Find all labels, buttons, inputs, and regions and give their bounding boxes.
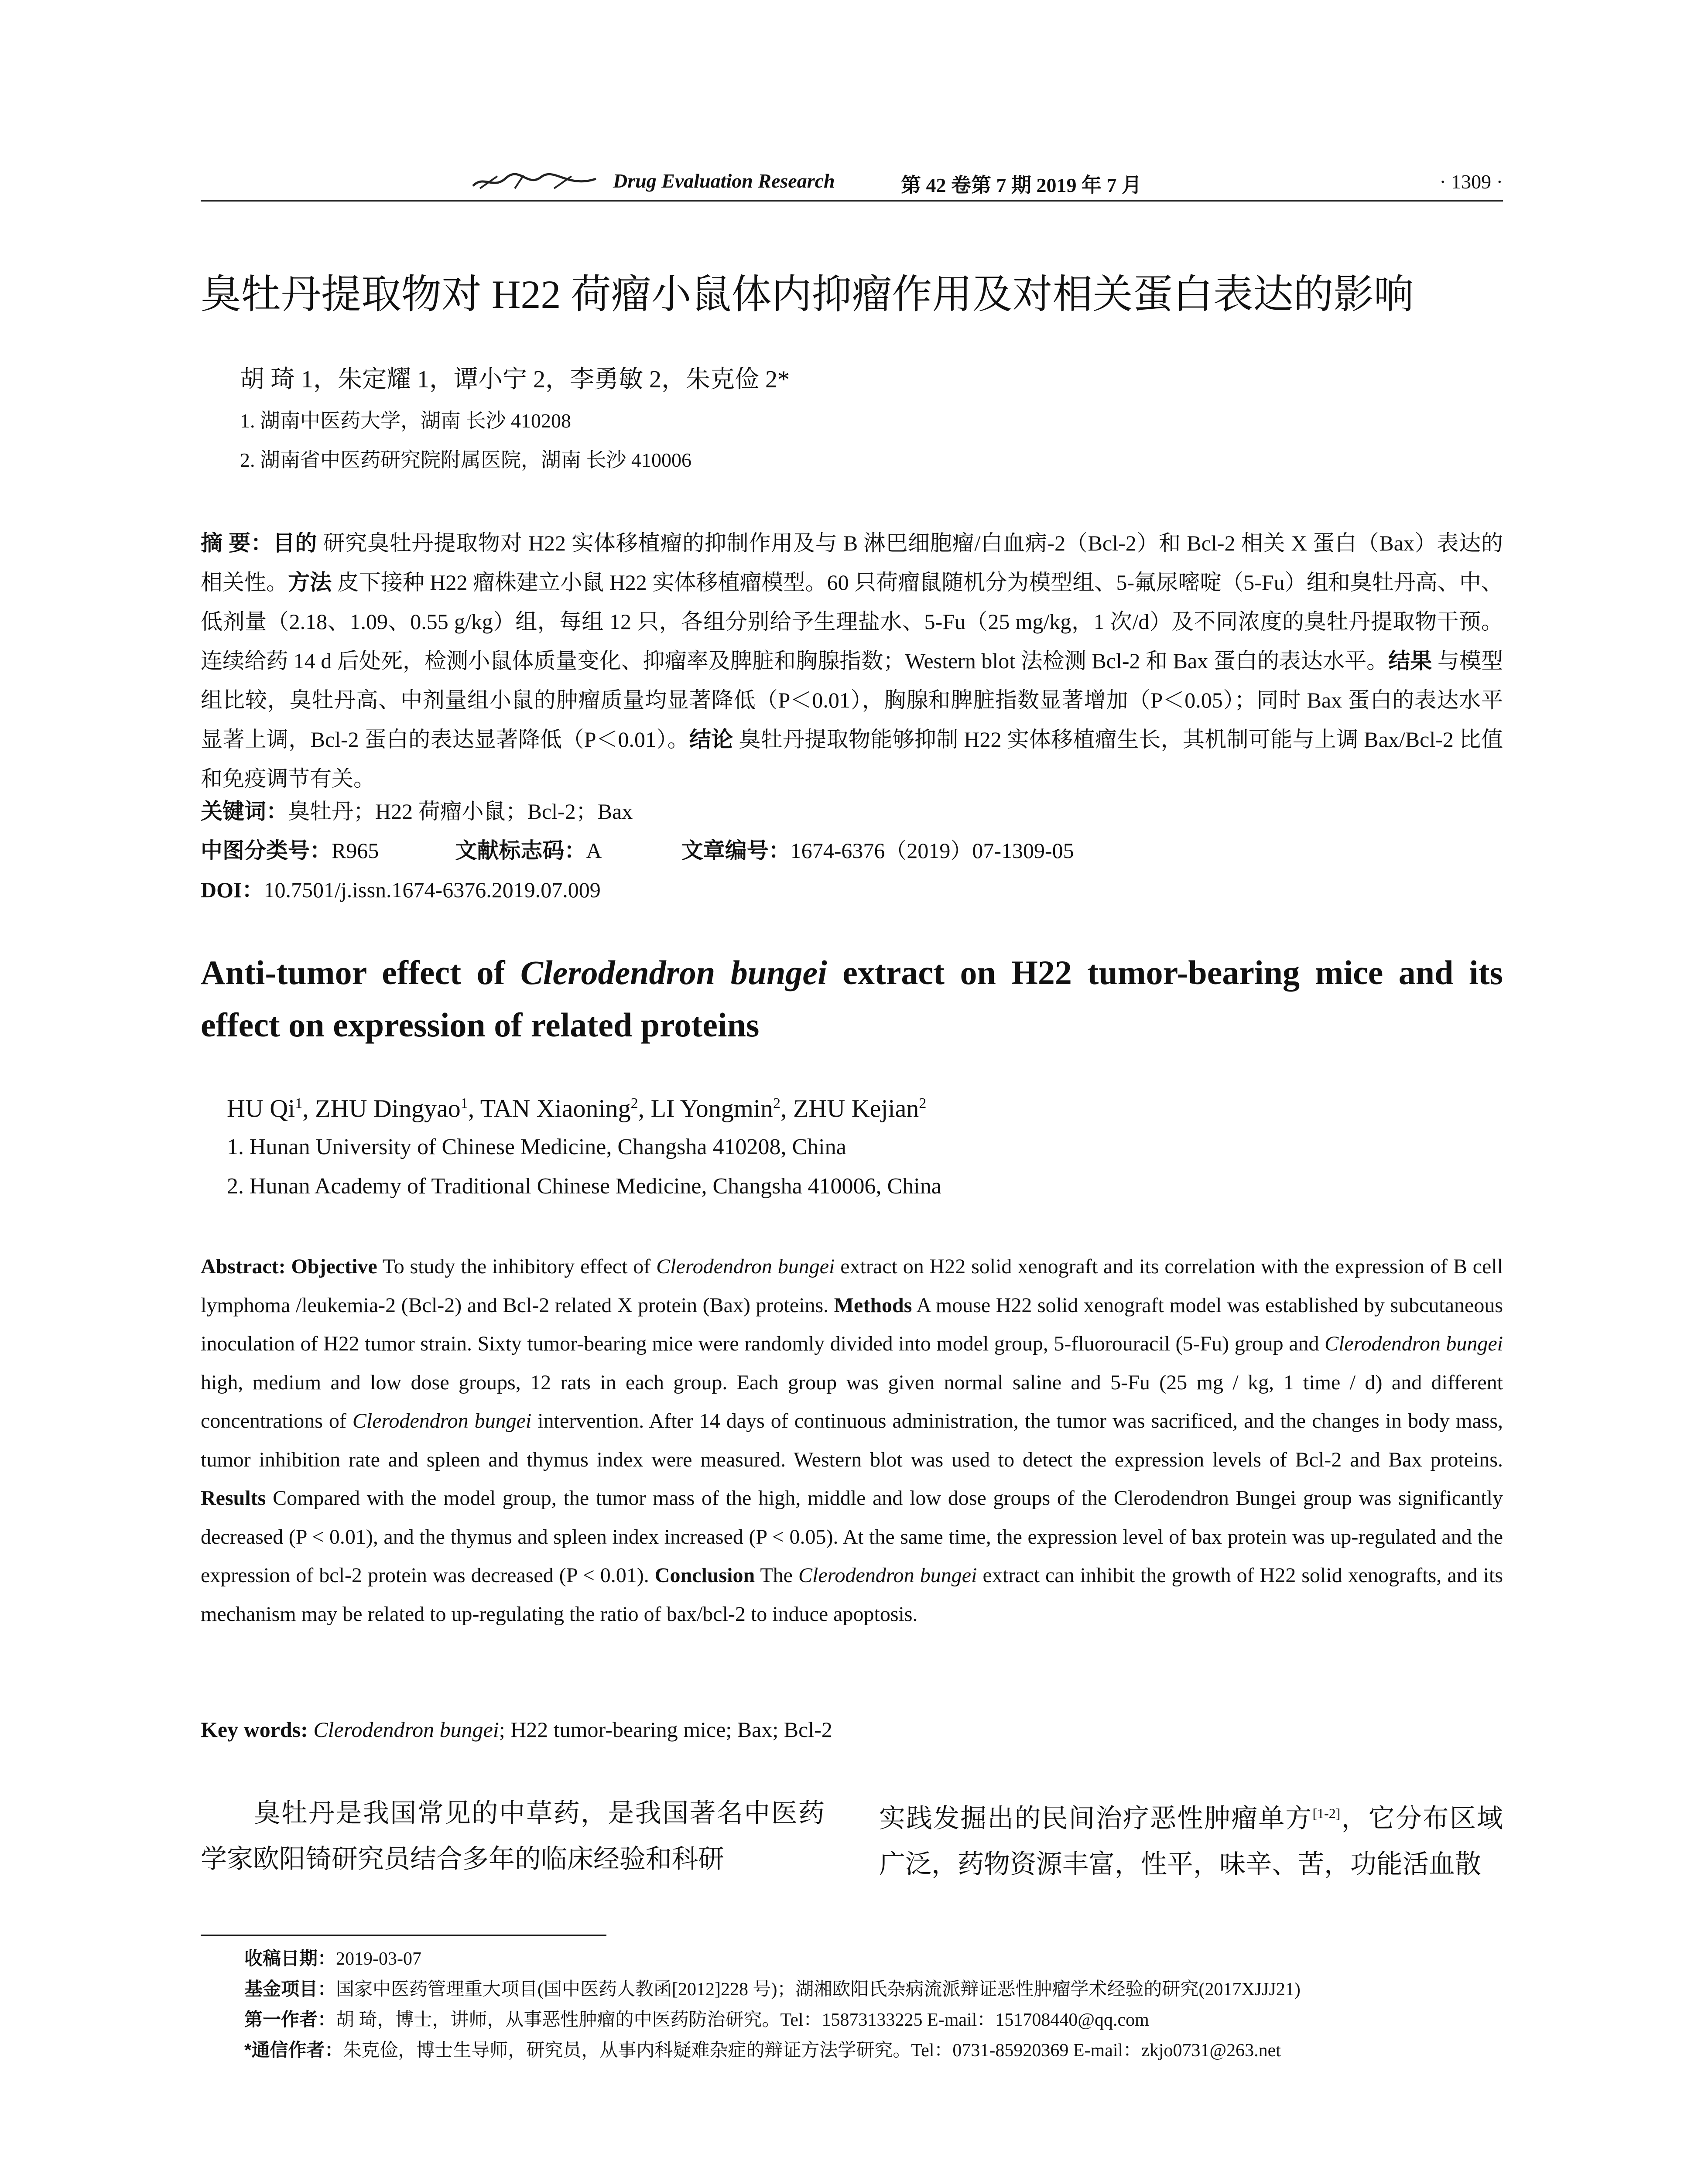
cn-classification-row: [201, 833, 1074, 868]
doc-code-value: A: [586, 838, 601, 863]
cn-affiliation-2: 2. 湖南省中医药研究院附属医院，湖南 长沙 410006: [240, 449, 691, 471]
cn-affiliation-1: 1. 湖南中医药大学，湖南 长沙 410208: [240, 410, 571, 432]
received-label: 收稿日期：: [244, 1948, 336, 1969]
body-column-right: [879, 1791, 1503, 1887]
en-title-species: Clerodendron bungei: [520, 954, 827, 991]
en-methods-species-2: Clerodendron bungei: [352, 1409, 532, 1432]
en-objective-label: Objective: [291, 1255, 377, 1278]
cn-title: 臭牡丹提取物对 H22 荷瘤小鼠体内抑瘤作用及对相关蛋白表达的影响: [201, 272, 1414, 317]
first-author-label: 第一作者：: [244, 2009, 336, 2030]
first-author-text: 胡 琦，博士，讲师，从事恶性肿瘤的中医药防治研究。Tel：15873133225 E-mail：151708440@qq.com: [336, 2010, 1149, 2030]
en-results-text: Compared with the model group, the tumor mass of the high, middle and low dose groups of the Clerodendron Bungei group was significantly decreased (P < 0.01), and the thymus and spleen index increased (P < 0.05). At the same time, the expression level of bax protein was up-regulated and the expression of bcl-2 protein was decreased (P < 0.01).: [201, 1487, 1503, 1587]
fund-text: 国家中医药管理重大项目(国中医药人教函[2012]228 号)；湖湘欧阳氏杂病流派辩证恶性肿瘤学术经验的研究(2017XJJJ21): [336, 1979, 1301, 2000]
en-objective-text-b: extract on H22 solid xenograft and its correlation with the expression of B cell lymphoma /leukemia-2 (Bcl-2) and Bcl-2 related X protein (Bax) proteins.: [201, 1255, 1503, 1317]
page-number: · 1309 ·: [1439, 171, 1503, 193]
body-right-text-a: 实践发掘出的民间治疗恶性肿瘤单方: [879, 1804, 1313, 1833]
en-keywords-species: Clerodendron bungei: [313, 1717, 499, 1742]
en-author: ZHU Kejian: [793, 1094, 919, 1123]
cn-doi: [201, 872, 601, 907]
en-abstract: [201, 1248, 1503, 1634]
article-no-label: 文章编号：: [681, 838, 791, 863]
doi-value[interactable]: 10.7501/j.issn.1674-6376.2019.07.009: [264, 878, 601, 902]
en-conclusion-species: Clerodendron bungei: [798, 1564, 977, 1587]
doi-label: DOI：: [201, 878, 264, 902]
cn-methods-label: 方法: [288, 570, 332, 595]
doc-code-label: 文献标志码：: [455, 838, 586, 863]
cn-keywords-label: 关键词：: [201, 799, 288, 824]
running-header: [201, 169, 1503, 202]
fund-label: 基金项目：: [244, 1979, 336, 1999]
corresponding-text: 朱克俭，博士生导师，研究员，从事内科疑难杂症的辩证方法学研究。Tel：0731-85920369 E-mail：zkjo0731@263.net: [343, 2041, 1281, 2061]
body-right-text-b: ，它分布区域广泛，药物资源丰富，性平，味辛、苦，功能活血散: [879, 1804, 1503, 1879]
en-keywords-rest: ; H22 tumor-bearing mice; Bax; Bcl-2: [499, 1717, 832, 1742]
en-title-part1: Anti-tumor effect of: [201, 954, 520, 991]
en-abstract-label: Abstract:: [201, 1255, 286, 1278]
clc-label: 中图分类号：: [201, 838, 332, 863]
footnote-corresponding: [244, 2035, 1281, 2066]
cn-keywords-value: 臭牡丹；H22 荷瘤小鼠；Bcl-2；Bax: [288, 799, 633, 824]
en-author: LI Yongmin: [650, 1094, 774, 1123]
article-no-value: 1674-6376（2019）07-1309-05: [790, 838, 1074, 863]
cn-keywords: [201, 794, 633, 829]
body-column-left: [201, 1791, 825, 1882]
journal-logo: [471, 173, 598, 191]
journal-name: Drug Evaluation Research: [613, 170, 835, 192]
en-author: TAN Xiaoning: [480, 1094, 631, 1123]
cn-objective-label: 目的: [273, 531, 318, 555]
cn-results-label: 结果: [1388, 649, 1432, 673]
footnote-first-author: [244, 2004, 1149, 2035]
cn-results-text: 与模型组比较，臭牡丹高、中剂量组小鼠的肿瘤质量均显著降低（P＜0.01），胸腺和脾脏指数显著增加（P＜0.05）；同时 Bax 蛋白的表达水平显著上调，Bcl-2 蛋白的表达显著降低（P＜0.01）。: [201, 649, 1503, 752]
footnote-fund: [244, 1974, 1301, 2005]
en-author: ZHU Dingyao: [315, 1094, 461, 1123]
received-date: 2019-03-07: [336, 1949, 421, 1969]
en-title-part2: extract on H22 tumor-bearing mice and its effect on expression of related proteins: [201, 954, 1503, 1044]
citation-ref[interactable]: [1-2]: [1312, 1805, 1341, 1821]
cn-authors: 胡 琦 1，朱定耀 1，谭小宁 2，李勇敏 2，朱克俭 2*: [240, 366, 790, 393]
en-affiliation-1: 1. Hunan University of Chinese Medicine, Changsha 410208, China: [227, 1135, 846, 1159]
body-left-text: 臭牡丹是我国常见的中草药，是我国著名中医药学家欧阳锜研究员结合多年的临床经验和科研: [201, 1799, 825, 1873]
en-methods-text-c: intervention. After 14 days of continuous administration, the tumor was sacrificed, and the changes in body mass, tumor inhibition rate and spleen and thymus index were measured. Western blot was used to detect the expression levels of Bcl-2 and Bax proteins.: [201, 1409, 1503, 1471]
footnote-received: [244, 1943, 421, 1974]
cn-abstract-label: 摘 要：: [201, 531, 273, 555]
en-author-aff: 1: [460, 1095, 468, 1111]
en-author-aff: 2: [773, 1095, 781, 1111]
en-affiliation-2: 2. Hunan Academy of Traditional Chinese Medicine, Changsha 410006, China: [227, 1174, 941, 1199]
corresponding-label: *通信作者：: [244, 2040, 343, 2060]
cn-abstract: [201, 523, 1503, 798]
cn-methods-text: 皮下接种 H22 瘤株建立小鼠 H22 实体移植瘤模型。60 只荷瘤鼠随机分为模型组、5-氟尿嘧啶（5-Fu）组和臭牡丹高、中、低剂量（2.18、1.09、0.55 g/kg）组，每组 12 只，各组分别给予生理盐水、5-Fu（25 mg/kg，1 次/d）及不同浓度的臭牡丹提取物干预。连续给药 14 d 后处死，检测小鼠体质量变化、抑瘤率及脾脏和胸腺指数；Western blot 法检测 Bcl-2 和 Bax 蛋白的表达水平。: [201, 570, 1503, 673]
en-objective-text-a: To study the inhibitory effect of: [382, 1255, 657, 1278]
en-author-aff: 2: [919, 1095, 927, 1111]
en-author-aff: 2: [630, 1095, 638, 1111]
en-methods-species-1: Clerodendron bungei: [1325, 1332, 1503, 1355]
en-keywords-label: Key words:: [201, 1717, 308, 1742]
en-keywords: [201, 1712, 832, 1747]
en-author-aff: 1: [295, 1095, 303, 1111]
en-methods-label: Methods: [834, 1293, 912, 1317]
issue-info: 第 42 卷第 7 期 2019 年 7 月: [901, 174, 1142, 196]
en-objective-species: Clerodendron bungei: [656, 1255, 835, 1278]
en-conclusion-label: Conclusion: [654, 1564, 755, 1587]
en-authors: HU Qi$^1$, ZHU Dingyao$^1$, TAN Xiaoning$^2$, LI Yongmin$^2$, ZHU Kejian$^2$: [227, 1094, 927, 1123]
journal-logo-glyph: [471, 173, 598, 191]
en-author: HU Qi: [227, 1094, 295, 1123]
cn-objective-text: 研究臭牡丹提取物对 H22 实体移植瘤的抑制作用及与 B 淋巴细胞瘤/白血病-2（Bcl-2）和 Bcl-2 相关 X 蛋白（Bax）表达的相关性。: [201, 531, 1503, 595]
footnote-divider: [201, 1935, 606, 1936]
clc-value: R965: [332, 838, 379, 863]
en-conclusion-text-b: extract can inhibit the growth of H22 solid xenografts, and its mechanism may be related to up-regulating the ratio of bax/bcl-2 to induce apoptosis.: [201, 1564, 1503, 1626]
en-methods-text-b: high, medium and low dose groups, 12 rats in each group. Each group was given normal saline and 5-Fu (25 mg / kg, 1 time / d) and different concentrations of: [201, 1371, 1503, 1432]
en-results-label: Results: [201, 1487, 266, 1510]
cn-conclusion-text: 臭牡丹提取物能够抑制 H22 实体移植瘤生长，其机制可能与上调 Bax/Bcl-2 比值和免疫调节有关。: [201, 727, 1503, 791]
en-methods-text-a: A mouse H22 solid xenograft model was established by subcutaneous inoculation of H22 tumor strain. Sixty tumor-bearing mice were randomly divided into model group, 5-fluorouracil (5-Fu) group and: [201, 1293, 1503, 1355]
en-title: [201, 947, 1503, 1051]
en-conclusion-text-a: The: [760, 1564, 798, 1587]
cn-conclusion-label: 结论: [689, 727, 733, 752]
